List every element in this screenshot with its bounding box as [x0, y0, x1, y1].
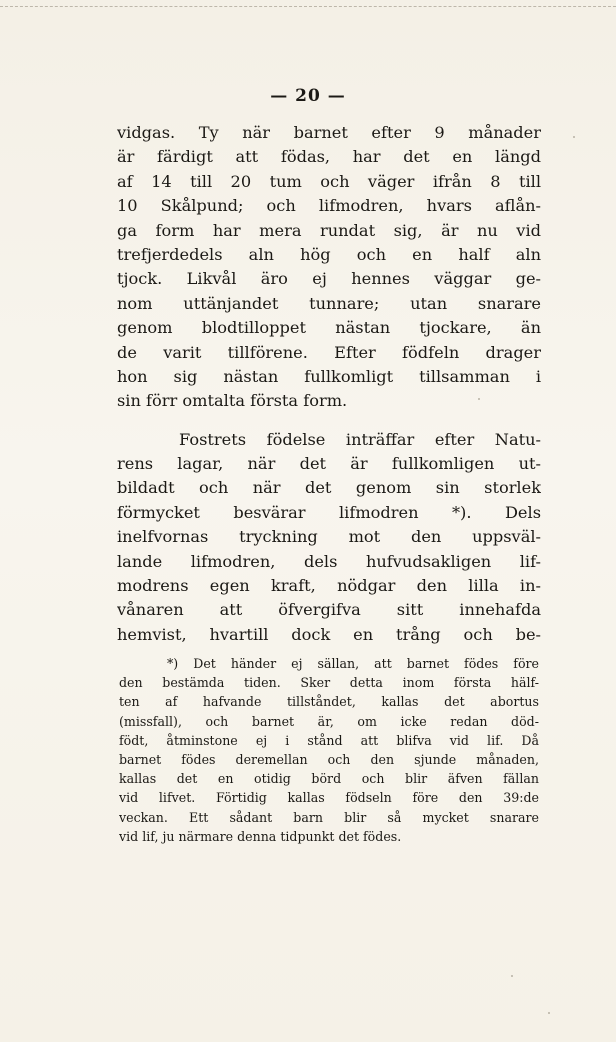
- text-line: genom blodtilloppet nästan tjockare, än: [117, 318, 541, 338]
- paragraph-1: [117, 121, 541, 414]
- text-line: lande lifmodren, dels hufvudsakligen lif-: [117, 551, 541, 571]
- footnote-line: *) Det händer ej sällan, att barnet födes före: [167, 656, 539, 671]
- text-line: inelfvornas tryckning mot den uppsväl-: [117, 527, 541, 547]
- text-line: 10 Skålpund; och lifmodren, hvars aflån-: [117, 196, 541, 216]
- footnote-line: (missfall), och barnet är, om icke redan död-: [119, 713, 539, 729]
- footnote-line: den bestämda tiden. Sker detta inom första hälf-: [119, 675, 539, 691]
- text-line: vidgas. Ty när barnet efter 9 månader: [117, 123, 541, 142]
- footnote-line: veckan. Ett sådant barn blir så mycket snarare: [119, 809, 539, 825]
- footnote-line: ten af hafvande tillståndet, kallas det abortus: [119, 694, 539, 710]
- paper-speck: [511, 975, 513, 977]
- paper-speck: [573, 136, 575, 138]
- text-line: Fostrets födelse inträffar efter Natu-: [179, 429, 541, 449]
- paragraph-gap: [117, 414, 541, 428]
- text-line: rens lagar, när det är fullkomligen ut-: [117, 454, 541, 474]
- text-line: modrens egen kraft, nödgar den lilla in-: [117, 576, 541, 596]
- text-line: vånaren att öfvergifva sitt innehafda: [117, 600, 541, 620]
- paper-speck: [548, 1012, 550, 1014]
- text-line: de varit tillförene. Efter födfeln drager: [117, 342, 541, 362]
- text-line: trefjerdedels aln hög och en half aln: [117, 244, 541, 264]
- text-line: af 14 till 20 tum och väger ifrån 8 till: [117, 171, 541, 191]
- footnote-line: kallas det en otidig börd och blir äfven fällan: [119, 771, 539, 787]
- paper-speck: [478, 398, 480, 400]
- text-line: är färdigt att födas, har det en längd: [117, 147, 541, 167]
- text-line: sin förr omtalta första form.: [117, 391, 348, 411]
- text-line: ga form har mera rundat sig, är nu vid: [117, 220, 541, 240]
- text-line: hemvist, hvartill dock en trång och be-: [117, 624, 541, 644]
- footnote-line: barnet födes deremellan och den sjunde månaden,: [119, 751, 539, 767]
- text-line: hon sig nästan fullkomligt tillsamman i: [117, 366, 541, 386]
- text-line: bildadt och när det genom sin storlek: [117, 478, 541, 498]
- text-line: tjock. Likvål äro ej hennes väggar ge-: [117, 269, 541, 289]
- footnote-line: vid lif, ju närmare denna tidpunkt det födes.: [119, 828, 402, 844]
- text-line: nom uttänjandet tunnare; utan snarare: [117, 293, 541, 313]
- text-line: förmycket besvärar lifmodren *). Dels: [117, 502, 541, 522]
- main-text: [117, 121, 541, 647]
- paragraph-2: [117, 428, 541, 648]
- page-number: — 20 —: [270, 86, 346, 106]
- footnote: [119, 654, 539, 846]
- footnote-line: födt, åtminstone ej i stånd att blifva vid lif. Då: [119, 732, 539, 748]
- footnote-line: vid lifvet. Förtidig kallas födseln före den 39:de: [119, 790, 539, 806]
- page-top-edge: [0, 6, 616, 7]
